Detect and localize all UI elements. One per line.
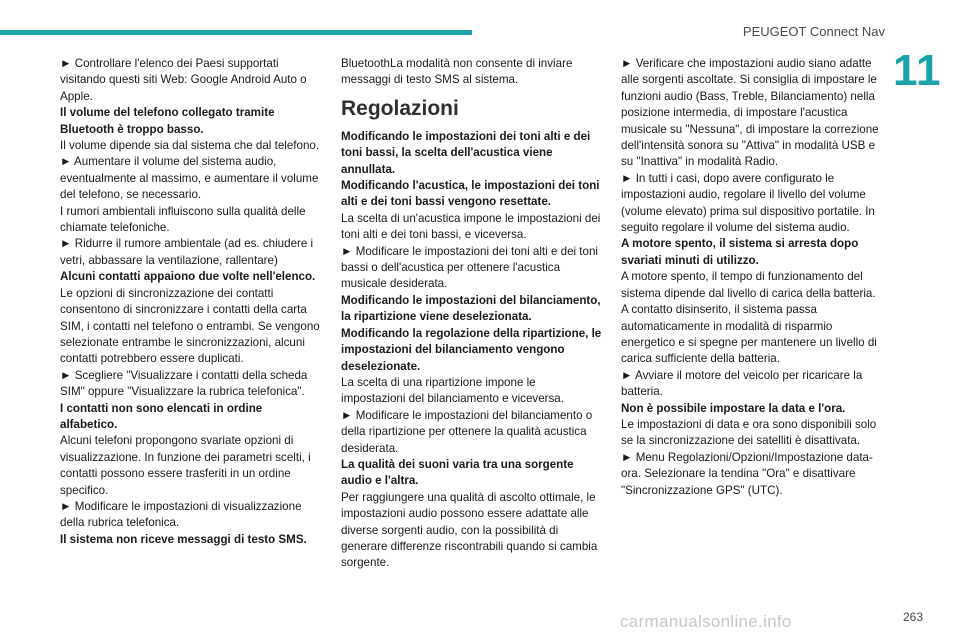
- watermark: carmanualsonline.info: [620, 612, 792, 631]
- paragraph: ► Avviare il motore del veicolo per ricaricare la batteria.: [621, 368, 863, 399]
- text-column-2: [341, 56, 603, 572]
- issue-heading: Modificando l'acustica, le impostazioni dei toni alti e dei toni bassi vengono resettate.: [341, 179, 600, 209]
- header-accent-bar: [0, 30, 472, 35]
- issue-heading: Modificando le impostazioni del bilanciamento, la ripartizione viene deselezionata.: [341, 293, 601, 324]
- paragraph: A motore spento, il tempo di funzionamento del sistema dipende dal livello di carica della batteria.: [621, 270, 876, 300]
- paragraph: ► Controllare l'elenco dei Paesi supportati visitando questi siti Web: Google Android Auto o Apple.: [60, 57, 307, 103]
- page-number: 263: [902, 610, 923, 624]
- paragraph: Il volume dipende sia dal sistema che dal telefono.: [60, 139, 320, 153]
- paragraph: Per raggiungere una qualità di ascolto ottimale, le impostazioni audio possono essere adattate alle diverse sorgenti audio, con la possibilità di generare differenze riscontrabili quando si cambia sorgente.: [341, 490, 598, 570]
- issue-heading: A motore spento, il sistema si arresta dopo svariati minuti di utilizzo.: [621, 237, 859, 267]
- paragraph: ► Verificare che impostazioni audio siano adatte alle sorgenti ascoltate. Si consiglia di impostare le funzioni audio (Bass, Treble, Bilanciamento) nella posizione intermedia, di impostare l'acustica musicale su "Nessuna", di impostare la correzione dell'intensità sonora su "Attiva" in modalità USB e su "Inattiva" in modalità Radio.: [621, 57, 879, 169]
- paragraph: ► Modificare le impostazioni dei toni alti e dei toni bassi o dell'acustica per ottenere l'acustica musicale desiderata.: [341, 244, 599, 291]
- paragraph: ► Ridurre il rumore ambientale (ad es. chiudere i vetri, abbassare la ventilazione, rallentare): [60, 237, 314, 267]
- paragraph: ► Modificare le impostazioni del bilanciamento o della ripartizione per ottenere la qualità acustica desiderata.: [341, 408, 593, 455]
- paragraph: La scelta di una ripartizione impone le impostazioni del bilanciamento e viceversa.: [341, 375, 564, 406]
- text-column-1: [60, 56, 322, 548]
- issue-heading: Il sistema non riceve messaggi di testo SMS.: [60, 532, 307, 546]
- section-heading: Regolazioni: [341, 96, 459, 120]
- text-column-3: [621, 56, 883, 499]
- paragraph: ► In tutti i casi, dopo avere configurato le impostazioni audio, regolare il livello del volume (volume elevato) prima sul dispositivo portatile. In seguito regolare il volume del sistema audio.: [621, 171, 875, 235]
- paragraph: A contatto disinserito, il sistema passa automaticamente in modalità di risparmio energetico e si spegne per mantenere un livello di carica sufficiente della batteria.: [621, 303, 877, 366]
- paragraph: ► Scegliere "Visualizzare i contatti della scheda SIM" oppure "Visualizzare la rubrica telefonica".: [60, 368, 308, 399]
- issue-heading: La qualità dei suoni varia tra una sorgente audio e l'altra.: [341, 457, 574, 488]
- issue-heading: Il volume del telefono collegato tramite Bluetooth è troppo basso.: [60, 106, 275, 136]
- paragraph: ► Menu Regolazioni/Opzioni/Impostazione data-ora. Selezionare la tendina "Ora" e disattivare "Sincronizzazione GPS" (UTC).: [621, 450, 873, 497]
- issue-heading: I contatti non sono elencati in ordine alfabetico.: [60, 401, 263, 431]
- issue-heading: Alcuni contatti appaiono due volte nell'elenco.: [60, 270, 316, 284]
- paragraph: Alcuni telefoni propongono svariate opzioni di visualizzazione. In funzione dei parametri scelti, i contatti possono essere trasferiti in un ordine specifico.: [60, 434, 311, 497]
- paragraph: Le opzioni di sincronizzazione dei contatti consentono di sincronizzare i contatti della carta SIM, i contatti nel telefono o entrambi. Se vengono selezionate entrambe le sincronizzazioni, alcuni contatti potrebbero essere duplicati.: [60, 286, 320, 366]
- paragraph: BluetoothLa modalità non consente di inviare messaggi di testo SMS al sistema.: [341, 57, 573, 87]
- page-header-title: PEUGEOT Connect Nav: [742, 24, 885, 39]
- chapter-number: 11: [893, 46, 942, 95]
- issue-heading: Non è possibile impostare la data e l'ora.: [621, 401, 846, 415]
- paragraph: ► Modificare le impostazioni di visualizzazione della rubrica telefonica.: [60, 499, 302, 530]
- issue-heading: Modificando le impostazioni dei toni alti e dei toni bassi, la scelta dell'acustica viene annullata.: [341, 129, 591, 176]
- paragraph: ► Aumentare il volume del sistema audio, eventualmente al massimo, e aumentare il volume del telefono, se necessario.: [60, 155, 319, 202]
- paragraph: Le impostazioni di data e ora sono disponibili solo se la sincronizzazione dei satelliti è disattivata.: [621, 417, 877, 448]
- paragraph: La scelta di un'acustica impone le impostazioni dei toni alti e dei toni bassi, e viceversa.: [341, 211, 601, 242]
- issue-heading: Modificando la regolazione della ripartizione, le impostazioni del bilanciamento vengono deselezionate.: [341, 326, 602, 373]
- paragraph: I rumori ambientali influiscono sulla qualità delle chiamate telefoniche.: [60, 204, 306, 235]
